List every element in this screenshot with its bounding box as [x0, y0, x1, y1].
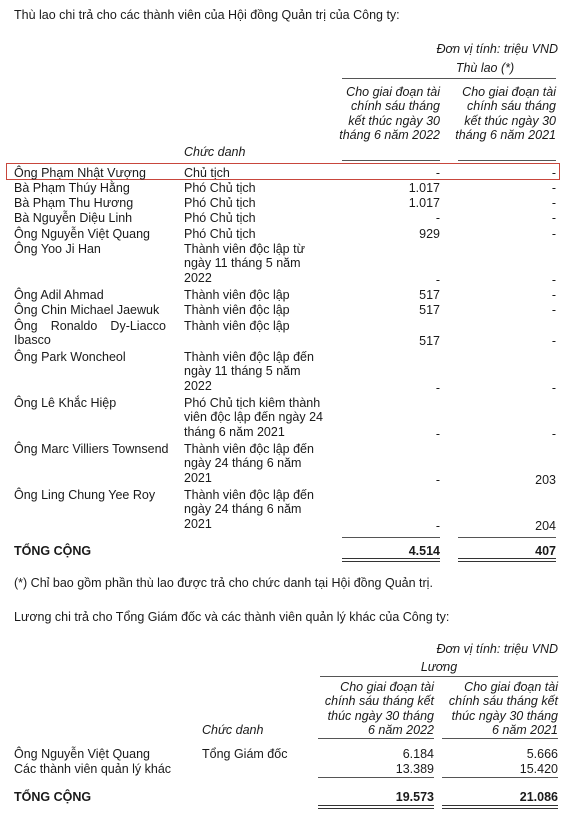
board-remuneration-intro: Thù lao chi trả cho các thành viên của Hội đồng Quản trị của Công ty: — [14, 8, 400, 22]
salary-group-underline — [320, 676, 558, 677]
row-value-2021: - — [551, 427, 556, 441]
row-name: Ông Ronaldo Dy-Liacco Ibasco — [14, 319, 166, 348]
row-value-2022: 517 — [419, 334, 440, 348]
total-2021: 407 — [535, 544, 556, 558]
row-value-2021: 203 — [535, 473, 556, 487]
row-value-2022: - — [435, 166, 440, 180]
row-name: Các thành viên quản lý khác — [14, 762, 172, 776]
salary-intro: Lương chi trả cho Tổng Giám đốc và các thành viên quản lý khác của Công ty: — [14, 610, 450, 624]
row-value-2021: - — [551, 181, 556, 195]
row-value-2021: - — [551, 166, 556, 180]
row-role: Thành viên độc lập — [184, 303, 290, 317]
row-role: Thành viên độc lập — [184, 288, 290, 302]
row-role: Chủ tịch — [184, 166, 230, 180]
row-role: Phó Chủ tịch — [184, 181, 256, 195]
row-value-2022: 1.017 — [408, 181, 440, 195]
row-value-2022: 929 — [419, 227, 440, 241]
row-value-2022: 6.184 — [402, 747, 434, 761]
salary-column-header-2021: Cho giai đoạn tài chính sáu tháng kết thúc ngày 30 tháng 6 năm 2021 — [448, 680, 558, 738]
row-name: Ông Ling Chung Yee Roy — [14, 488, 156, 502]
row-value-2021: 15.420 — [519, 762, 558, 776]
row-value-2022: 517 — [419, 288, 440, 302]
column-header-role: Chức danh — [184, 145, 246, 159]
row-value-2022: 517 — [419, 303, 440, 317]
row-role: Phó Chủ tịch — [184, 196, 256, 210]
row-role: Tổng Giám đốc — [202, 747, 288, 761]
row-value-2021: - — [551, 381, 556, 395]
unit-label-2: Đơn vị tính: triệu VND — [436, 642, 558, 656]
row-role: Phó Chủ tịch — [184, 211, 256, 225]
group-header-underline — [342, 78, 556, 79]
row-role: Thành viên độc lập đến ngày 24 tháng 6 năm 2021 — [184, 442, 314, 485]
row-role: Thành viên độc lập đến ngày 11 tháng 5 năm 2022 — [184, 350, 314, 393]
row-value-2022: 13.389 — [395, 762, 434, 776]
row-value-2022: - — [435, 273, 440, 287]
row-role: Thành viên độc lập — [184, 319, 290, 333]
row-name: Bà Phạm Thu Hương — [14, 196, 134, 210]
salary-total-2021: 21.086 — [519, 790, 558, 804]
subtotal-line-2021 — [458, 537, 556, 538]
row-value-2021: 204 — [535, 519, 556, 533]
row-name: Bà Phạm Thúy Hằng — [14, 181, 130, 195]
row-name: Ông Nguyễn Việt Quang — [14, 227, 150, 241]
salary-total-double-underline-2021 — [442, 805, 558, 809]
group-header-salary: Lương — [420, 660, 458, 674]
column-header-2021: Cho giai đoạn tài chính sáu tháng kết thúc ngày 30 tháng 6 năm 2021 — [455, 85, 556, 143]
salary-header-underline-2021 — [442, 738, 558, 739]
total-double-underline-2022 — [342, 558, 440, 562]
row-value-2021: - — [551, 196, 556, 210]
row-value-2022: - — [435, 519, 440, 533]
salary-total-label: TỔNG CỘNG — [14, 790, 92, 804]
row-name: Ông Adil Ahmad — [14, 288, 104, 302]
row-role: Thành viên độc lập từ ngày 11 tháng 5 năm 2022 — [184, 242, 305, 285]
salary-total-2022: 19.573 — [395, 790, 434, 804]
row-name: Ông Marc Villiers Townsend — [14, 442, 169, 456]
row-value-2022: - — [435, 381, 440, 395]
salary-header-underline-2022 — [318, 738, 434, 739]
subtotal-line-2022 — [342, 537, 440, 538]
row-value-2022: 1.017 — [408, 196, 440, 210]
salary-column-header-2022: Cho giai đoạn tài chính sáu tháng kết thúc ngày 30 tháng 6 năm 2022 — [324, 680, 434, 738]
header-underline-2022 — [342, 160, 440, 161]
row-value-2021: 5.666 — [526, 747, 558, 761]
row-value-2022: - — [435, 427, 440, 441]
unit-label: Đơn vị tính: triệu VND — [436, 42, 558, 56]
row-name: Ông Lê Khắc Hiệp — [14, 396, 117, 410]
row-value-2022: - — [435, 473, 440, 487]
total-label: TỔNG CỘNG — [14, 544, 92, 558]
row-name: Ông Chin Michael Jaewuk — [14, 303, 160, 317]
row-role: Phó Chủ tịch kiêm thành viên độc lập đến ngày 24 tháng 6 năm 2021 — [184, 396, 323, 439]
row-name: Ông Nguyễn Việt Quang — [14, 747, 150, 761]
row-role: Thành viên độc lập đến ngày 24 tháng 6 năm 2021 — [184, 488, 314, 531]
salary-total-double-underline-2022 — [318, 805, 434, 809]
row-value-2021: - — [551, 227, 556, 241]
salary-subtotal-line-2022 — [318, 777, 434, 778]
row-name: Ông Phạm Nhật Vượng — [14, 166, 146, 180]
row-name: Bà Nguyễn Diệu Linh — [14, 211, 133, 225]
salary-column-header-role: Chức danh — [202, 723, 264, 737]
total-2022: 4.514 — [408, 544, 440, 558]
row-value-2021: - — [551, 303, 556, 317]
row-value-2022: - — [435, 211, 440, 225]
header-underline-2021 — [458, 160, 556, 161]
row-value-2021: - — [551, 288, 556, 302]
row-value-2021: - — [551, 211, 556, 225]
row-value-2021: - — [551, 273, 556, 287]
footnote: (*) Chỉ bao gồm phần thù lao được trả cho chức danh tại Hội đồng Quản trị. — [14, 576, 433, 590]
group-header-remuneration: Thù lao (*) — [455, 61, 515, 75]
column-header-2022: Cho giai đoạn tài chính sáu tháng kết thúc ngày 30 tháng 6 năm 2022 — [339, 85, 440, 143]
row-name: Ông Park Woncheol — [14, 350, 126, 364]
row-value-2021: - — [551, 334, 556, 348]
row-role: Phó Chủ tịch — [184, 227, 256, 241]
total-double-underline-2021 — [458, 558, 556, 562]
salary-subtotal-line-2021 — [442, 777, 558, 778]
row-name: Ông Yoo Ji Han — [14, 242, 101, 256]
